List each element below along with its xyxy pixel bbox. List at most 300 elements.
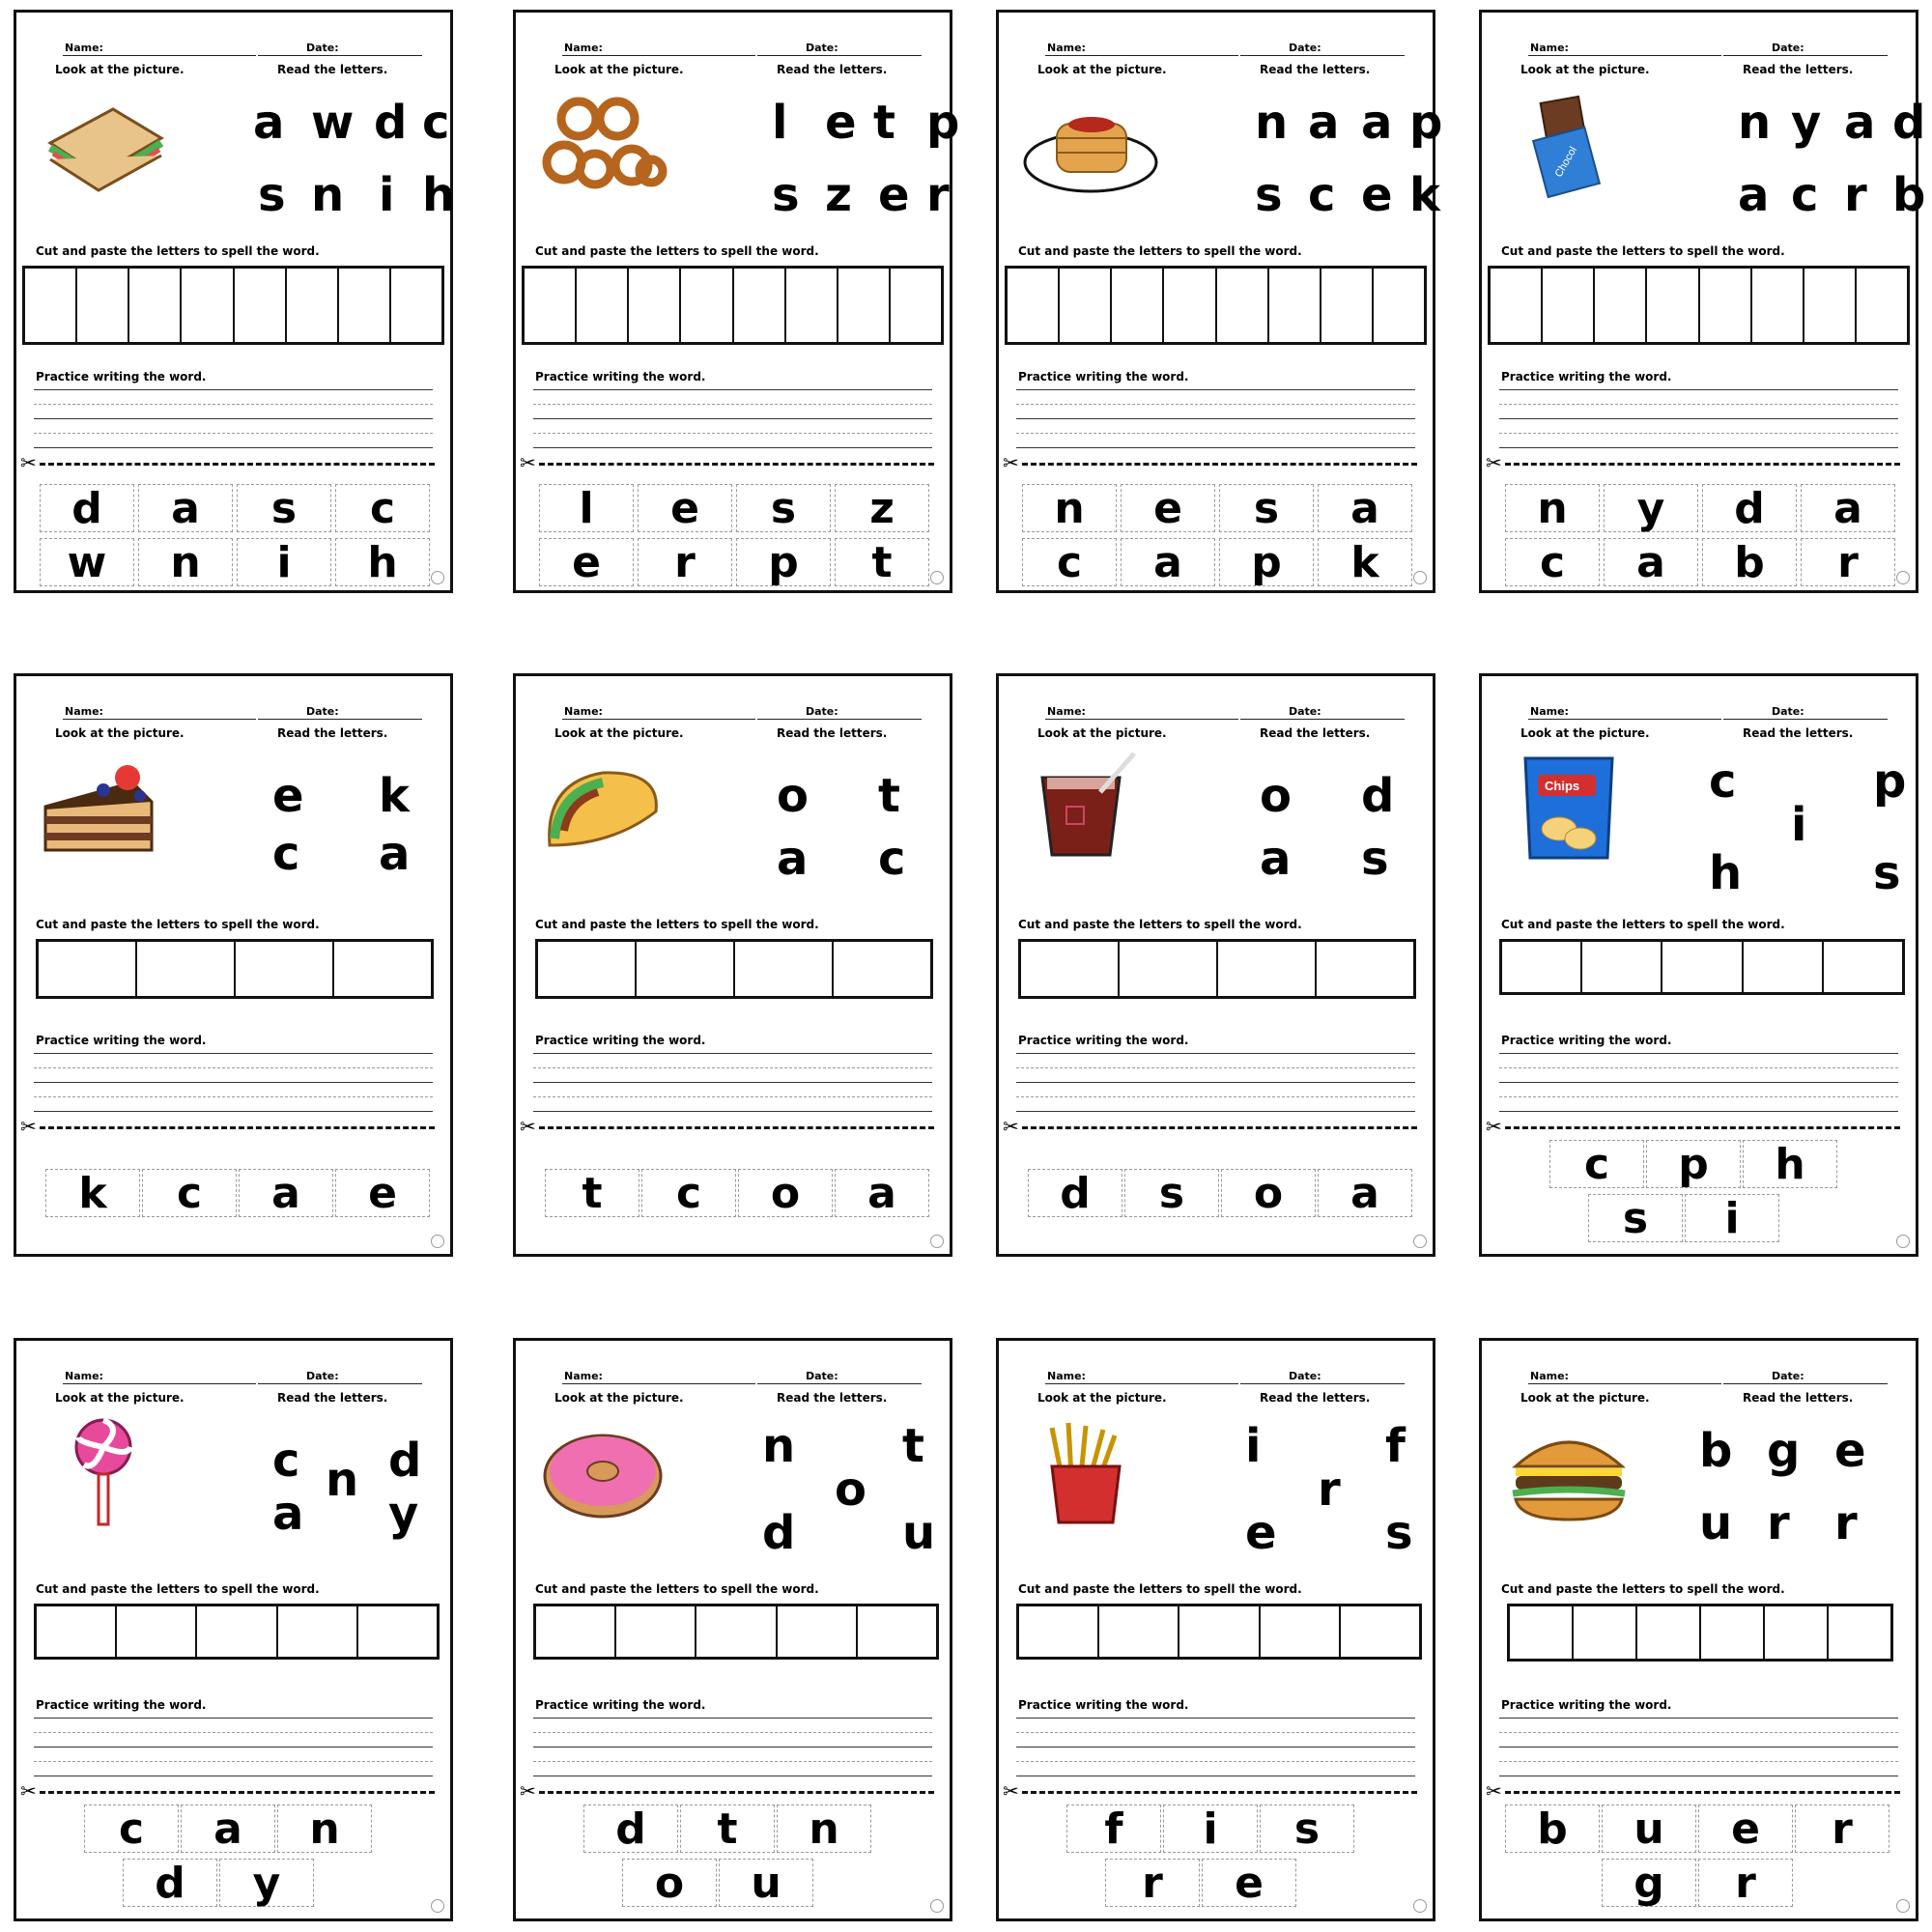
paste-box[interactable] [681,269,733,342]
cut-line [1505,463,1900,466]
paste-box[interactable] [1321,269,1374,342]
letter-tile[interactable]: i [237,538,331,586]
read-letter: c [1308,168,1336,222]
letter-tile[interactable]: y [1604,484,1698,532]
read-letter: s [1361,832,1389,886]
date-line[interactable] [258,719,422,720]
writing-line[interactable] [34,1732,433,1733]
letter-tile[interactable]: r [1801,538,1895,586]
paste-box[interactable] [891,269,941,342]
writing-line[interactable] [533,1096,932,1097]
letters-to-read [1694,749,1907,900]
name-line[interactable] [63,719,256,720]
writing-line[interactable] [34,1761,433,1762]
letter-tile[interactable]: a [835,1169,929,1217]
date-line[interactable] [1240,55,1405,56]
writing-line[interactable] [1016,447,1415,448]
letter-tile[interactable]: s [237,484,331,532]
chocolate-bar-picture [1501,90,1636,196]
worksheet-11 [996,1338,1435,1921]
letter-tile[interactable]: l [539,484,634,532]
letter-tile[interactable]: t [835,538,929,586]
writing-line[interactable] [34,389,433,390]
paste-box[interactable] [236,942,334,996]
paste-box[interactable] [25,269,77,342]
letter-tile[interactable]: z [835,484,929,532]
writing-line[interactable] [1499,1096,1898,1097]
read-letter: d [374,96,408,150]
date-label: Date: [1289,42,1321,54]
letter-tile[interactable]: d [583,1804,678,1853]
logo-icon [431,571,444,584]
paste-box[interactable] [358,1606,437,1657]
writing-line[interactable] [533,404,932,405]
letter-tile[interactable]: i [1685,1194,1779,1242]
read-letter: c [272,827,300,881]
writing-line[interactable] [533,389,932,390]
writing-line[interactable] [1016,1096,1415,1097]
date-label: Date: [1289,705,1321,718]
paste-box[interactable] [1765,1606,1829,1659]
letter-tile[interactable]: a [1318,1169,1412,1217]
writing-line[interactable] [533,1732,932,1733]
writing-line[interactable] [533,433,932,434]
writing-line[interactable] [34,1053,433,1054]
paste-box[interactable] [1021,942,1120,996]
name-line[interactable] [1528,719,1721,720]
letter-tile[interactable]: n [138,538,233,586]
letter-tile[interactable]: w [40,538,134,586]
writing-line[interactable] [1499,389,1898,390]
paste-box[interactable] [577,269,629,342]
paste-box[interactable] [637,942,735,996]
paste-box[interactable] [1164,269,1216,342]
letter-boxes [1499,939,1905,995]
read-letter: a [1260,832,1292,886]
paste-box[interactable] [1700,269,1752,342]
logo-icon [431,1899,444,1913]
paste-box[interactable] [1019,1606,1099,1657]
read-letter: e [1834,1424,1866,1478]
paste-box[interactable] [1261,1606,1341,1657]
paste-box[interactable] [1179,1606,1260,1657]
paste-box[interactable] [137,942,236,996]
name-label: Name: [65,42,103,54]
name-line[interactable] [1045,719,1238,720]
writing-line[interactable] [34,1067,433,1068]
letter-tile[interactable]: n [1505,484,1600,532]
letter-tile[interactable]: s [1219,484,1314,532]
letter-tile[interactable]: t [680,1804,775,1853]
letter-tile[interactable]: c [1549,1140,1644,1188]
cut-line [40,463,435,466]
letter-tile[interactable]: u [1602,1804,1696,1853]
writing-line[interactable] [1499,1111,1898,1112]
date-line[interactable] [1723,1383,1888,1384]
letter-tile[interactable]: a [1318,484,1412,532]
paste-box[interactable] [735,942,834,996]
paste-box[interactable] [616,1606,696,1657]
letters-to-read [229,1413,437,1541]
paste-box[interactable] [1574,1606,1637,1659]
read-instruction: Read the letters. [1260,1391,1371,1405]
letter-tile[interactable]: r [638,538,732,586]
writing-line[interactable] [34,433,433,434]
writing-line[interactable] [34,1096,433,1097]
fries-picture [1018,1418,1153,1524]
letter-tile[interactable]: i [1163,1804,1258,1853]
paste-box[interactable] [1120,942,1218,996]
paste-box[interactable] [117,1606,197,1657]
cut-line [1022,1126,1417,1129]
letter-boxes [1507,1604,1893,1662]
writing-line[interactable] [1016,389,1415,390]
cake-slice-picture [36,753,171,860]
letter-tile[interactable]: s [1588,1194,1683,1242]
name-line[interactable] [562,719,755,720]
letter-tile[interactable]: h [1743,1140,1837,1188]
letter-tile[interactable]: n [1022,484,1117,532]
letter-tile[interactable]: f [1066,1804,1161,1853]
paste-box[interactable] [1582,942,1662,992]
read-letter: r [1318,1463,1341,1517]
letter-tile[interactable]: a [1801,484,1895,532]
letter-tile[interactable]: o [1221,1169,1316,1217]
letter-tile[interactable]: a [181,1804,275,1853]
writing-line[interactable] [533,418,932,419]
cut-line [539,1126,934,1129]
letter-tile[interactable]: d [123,1859,217,1907]
paste-box[interactable] [1491,269,1543,342]
writing-line[interactable] [533,1082,932,1083]
letter-tile[interactable]: c [142,1169,237,1217]
writing-line[interactable] [1499,447,1898,448]
paste-box[interactable] [1701,1606,1765,1659]
letter-tile[interactable]: k [45,1169,140,1217]
paste-box[interactable] [1217,269,1269,342]
letter-tile[interactable]: o [622,1859,717,1907]
read-letter: c [272,1434,300,1488]
paste-box[interactable] [786,269,838,342]
letter-tile[interactable]: t [545,1169,639,1217]
read-letter: y [1791,96,1822,150]
letter-boxes [1018,939,1416,999]
paste-box[interactable] [834,942,930,996]
paste-box[interactable] [778,1606,858,1657]
letter-tile[interactable]: d [1702,484,1797,532]
writing-line[interactable] [34,1111,433,1112]
date-line[interactable] [1723,719,1888,720]
writing-line[interactable] [1499,1053,1898,1054]
writing-line[interactable] [1499,1761,1898,1762]
writing-line[interactable] [1499,1732,1898,1733]
name-line[interactable] [1528,55,1721,56]
read-letter: e [272,769,304,823]
writing-line[interactable] [1499,1067,1898,1068]
practice-instruction: Practice writing the word. [535,1698,706,1712]
letter-tile[interactable]: k [1318,538,1412,586]
letter-tile[interactable]: s [736,484,831,532]
writing-line[interactable] [533,1053,932,1054]
look-instruction: Look at the picture. [554,726,684,740]
letter-tile[interactable]: r [1105,1859,1200,1907]
letter-tile[interactable]: p [1646,1140,1741,1188]
letter-tile[interactable]: a [1604,538,1698,586]
letter-tile[interactable]: e [1202,1859,1296,1907]
read-letter: a [1361,96,1393,150]
cut-paste-instruction: Cut and paste the letters to spell the word. [1501,244,1785,258]
writing-line[interactable] [1016,1053,1415,1054]
read-letter: t [902,1419,924,1473]
name-label: Name: [564,42,603,54]
practice-instruction: Practice writing the word. [1501,1034,1672,1047]
writing-line[interactable] [1016,433,1415,434]
date-label: Date: [1772,42,1804,54]
letter-tile[interactable]: o [738,1169,833,1217]
paste-box[interactable] [197,1606,277,1657]
paste-box[interactable] [858,1606,936,1657]
date-label: Date: [306,42,339,54]
name-label: Name: [1047,705,1086,718]
writing-line[interactable] [34,418,433,419]
letter-tile[interactable]: e [638,484,732,532]
letter-tile[interactable]: c [84,1804,179,1853]
writing-line[interactable] [1016,1082,1415,1083]
logo-icon [1413,1235,1427,1248]
letter-tile[interactable]: d [1028,1169,1122,1217]
paste-box[interactable] [334,942,431,996]
writing-line[interactable] [1016,1732,1415,1733]
date-line[interactable] [1240,1383,1405,1384]
read-letter: f [1385,1419,1406,1473]
writing-line[interactable] [533,1067,932,1068]
name-label: Name: [564,705,603,718]
letter-tile[interactable]: g [1602,1859,1696,1907]
read-letter: c [422,96,450,150]
paste-box[interactable] [838,269,891,342]
writing-line[interactable] [1499,418,1898,419]
letter-tile[interactable]: r [1698,1859,1793,1907]
paste-box[interactable] [1662,942,1743,992]
read-letter: o [1260,769,1292,823]
name-line[interactable] [562,55,755,56]
letter-tile[interactable]: n [777,1804,871,1853]
date-line[interactable] [258,1383,422,1384]
paste-box[interactable] [536,1606,616,1657]
paste-box[interactable] [1218,942,1317,996]
letter-tile[interactable]: s [1260,1804,1354,1853]
paste-box[interactable] [1269,269,1321,342]
name-line[interactable] [1528,1383,1721,1384]
writing-line[interactable] [1016,418,1415,419]
letter-tile[interactable]: b [1505,1804,1600,1853]
paste-box[interactable] [696,1606,777,1657]
paste-box[interactable] [235,269,287,342]
date-line[interactable] [1723,55,1888,56]
letter-tile[interactable]: u [719,1859,813,1907]
writing-line[interactable] [1016,1067,1415,1068]
read-letter: d [762,1506,796,1560]
letter-tile[interactable]: h [335,538,430,586]
paste-box[interactable] [1595,269,1647,342]
paste-box[interactable] [1317,942,1413,996]
paste-box[interactable] [1804,269,1857,342]
worksheet-12 [1479,1338,1918,1921]
paste-box[interactable] [129,269,182,342]
read-letter: c [1791,168,1819,222]
paste-box[interactable] [629,269,681,342]
paste-box[interactable] [77,269,129,342]
writing-line[interactable] [1499,1082,1898,1083]
date-line[interactable] [757,1383,922,1384]
paste-box[interactable] [339,269,391,342]
read-letter: a [253,96,285,150]
name-label: Name: [1530,705,1569,718]
paste-box[interactable] [39,942,137,996]
writing-line[interactable] [533,447,932,448]
paste-box[interactable] [391,269,441,342]
writing-line[interactable] [533,1111,932,1112]
paste-box[interactable] [1857,269,1907,342]
name-line[interactable] [562,1383,755,1384]
writing-line[interactable] [34,1718,433,1719]
name-line[interactable] [63,1383,256,1384]
letter-tile[interactable]: a [239,1169,333,1217]
writing-line[interactable] [1016,1111,1415,1112]
paste-box[interactable] [525,269,577,342]
paste-box[interactable] [278,1606,358,1657]
letter-tile[interactable]: p [736,538,831,586]
letter-tile[interactable]: b [1702,538,1797,586]
practice-instruction: Practice writing the word. [1018,1034,1189,1047]
paste-box[interactable] [1112,269,1164,342]
writing-line[interactable] [1016,1761,1415,1762]
pretzel-picture [535,90,670,196]
letter-tile[interactable]: e [335,1169,430,1217]
scissors-icon: ✂ [520,451,536,474]
paste-box[interactable] [1543,269,1595,342]
letter-tile[interactable]: a [138,484,233,532]
writing-line[interactable] [34,404,433,405]
paste-box[interactable] [1637,1606,1701,1659]
scissors-icon: ✂ [1003,451,1019,474]
paste-box[interactable] [538,942,637,996]
letter-tile[interactable]: e [1121,484,1215,532]
read-letter: s [772,168,800,222]
read-letter: r [1834,1496,1858,1550]
paste-box[interactable] [287,269,339,342]
writing-line[interactable] [1499,404,1898,405]
paste-box[interactable] [1510,1606,1574,1659]
writing-line[interactable] [1499,433,1898,434]
scissors-icon: ✂ [1486,1115,1502,1138]
paste-box[interactable] [1374,269,1424,342]
read-instruction: Read the letters. [777,1391,888,1405]
name-line[interactable] [1045,55,1238,56]
name-line[interactable] [63,55,256,56]
letter-tile[interactable]: c [1022,538,1117,586]
letter-tile[interactable]: e [539,538,634,586]
paste-box[interactable] [1829,1606,1890,1659]
read-letter: b [1699,1424,1733,1478]
letter-tile[interactable]: e [1698,1804,1793,1853]
name-line[interactable] [1045,1383,1238,1384]
paste-box[interactable] [1502,942,1582,992]
read-instruction: Read the letters. [1743,63,1854,76]
paste-box[interactable] [1744,942,1824,992]
read-letter: r [926,168,950,222]
paste-box[interactable] [182,269,234,342]
paste-box[interactable] [37,1606,117,1657]
paste-box[interactable] [1099,1606,1179,1657]
read-letter: e [1245,1506,1277,1560]
writing-line[interactable] [1016,1718,1415,1719]
date-line[interactable] [258,55,422,56]
letter-tile[interactable]: p [1219,538,1314,586]
read-instruction: Read the letters. [1743,726,1854,740]
paste-box[interactable] [1341,1606,1419,1657]
read-letter: a [777,832,809,886]
letter-tile[interactable]: c [641,1169,736,1217]
paste-box[interactable] [1752,269,1804,342]
logo-icon [1413,1899,1427,1913]
letter-tile[interactable]: s [1124,1169,1219,1217]
practice-instruction: Practice writing the word. [535,370,706,384]
cut-paste-instruction: Cut and paste the letters to spell the word. [36,244,320,258]
scissors-icon: ✂ [1486,451,1502,474]
worksheet-10 [513,1338,952,1921]
read-letter: w [311,96,355,150]
paste-box[interactable] [1647,269,1699,342]
read-instruction: Read the letters. [277,63,388,76]
read-letter: p [1873,754,1907,809]
letter-boxes [36,939,434,999]
paste-box[interactable] [734,269,786,342]
read-letter: p [1409,96,1443,150]
date-line[interactable] [757,55,922,56]
read-letter: n [1255,96,1289,150]
worksheet-7 [996,673,1435,1257]
letter-boxes [522,266,944,345]
writing-line[interactable] [533,1718,932,1719]
letter-tile[interactable]: c [335,484,430,532]
writing-line[interactable] [533,1761,932,1762]
letter-tile[interactable]: n [277,1804,372,1853]
date-line[interactable] [1240,719,1405,720]
letter-tile[interactable]: y [219,1859,314,1907]
paste-box[interactable] [1824,942,1902,992]
writing-line[interactable] [34,447,433,448]
read-instruction: Read the letters. [1743,1391,1854,1405]
paste-box[interactable] [1008,269,1060,342]
read-letter: a [272,1487,304,1541]
date-line[interactable] [757,719,922,720]
writing-line[interactable] [34,1082,433,1083]
paste-box[interactable] [1060,269,1112,342]
letter-boxes [22,266,444,345]
practice-instruction: Practice writing the word. [535,1034,706,1047]
cut-line [40,1791,435,1794]
letter-tile[interactable]: d [40,484,134,532]
logo-icon [1896,1235,1910,1248]
letter-tile[interactable]: r [1795,1804,1889,1853]
writing-line[interactable] [1016,404,1415,405]
cut-paste-instruction: Cut and paste the letters to spell the word. [36,918,320,931]
read-letter: i [379,168,395,222]
letter-tile[interactable]: a [1121,538,1215,586]
writing-line[interactable] [1499,1718,1898,1719]
letter-tile[interactable]: c [1505,538,1600,586]
